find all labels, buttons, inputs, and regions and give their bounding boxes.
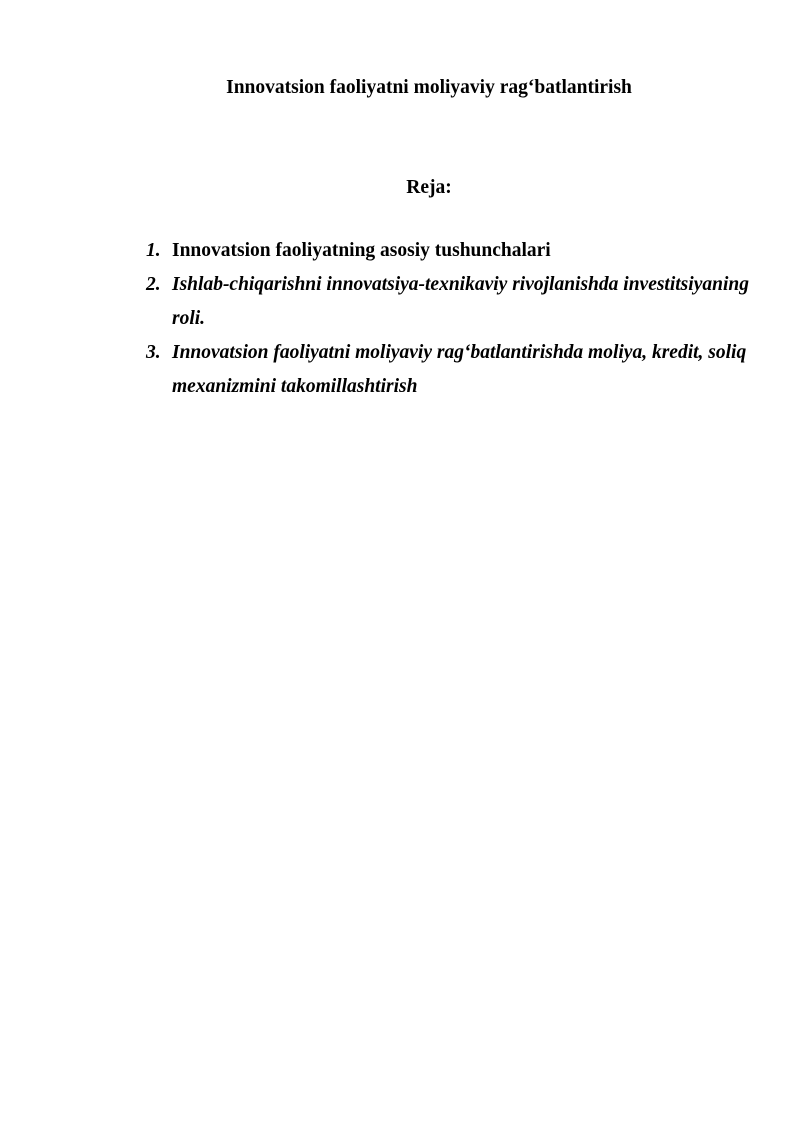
plan-item-number: 1. bbox=[146, 240, 161, 261]
plan-item-text: Innovatsion faoliyatni moliyaviy rag‘batlantirishda moliya, kredit, soliq mexanizmini takomillashtirish bbox=[172, 342, 747, 397]
plan-item-2 bbox=[146, 268, 766, 336]
plan-heading: Reja: bbox=[406, 177, 452, 198]
plan-item-3 bbox=[146, 336, 766, 404]
plan-item-1 bbox=[146, 234, 766, 268]
plan-item-number: 3. bbox=[146, 342, 161, 363]
document-title: Innovatsion faoliyatni moliyaviy rag‘batlantirish bbox=[226, 77, 632, 98]
plan-list bbox=[146, 234, 766, 404]
plan-item-text: Ishlab-chiqarishni innovatsiya-texnikaviy rivojlanishda investitsiyaning roli. bbox=[172, 274, 749, 329]
plan-item-number: 2. bbox=[146, 274, 161, 295]
plan-item-text: Innovatsion faoliyatning asosiy tushunchalari bbox=[172, 240, 551, 261]
